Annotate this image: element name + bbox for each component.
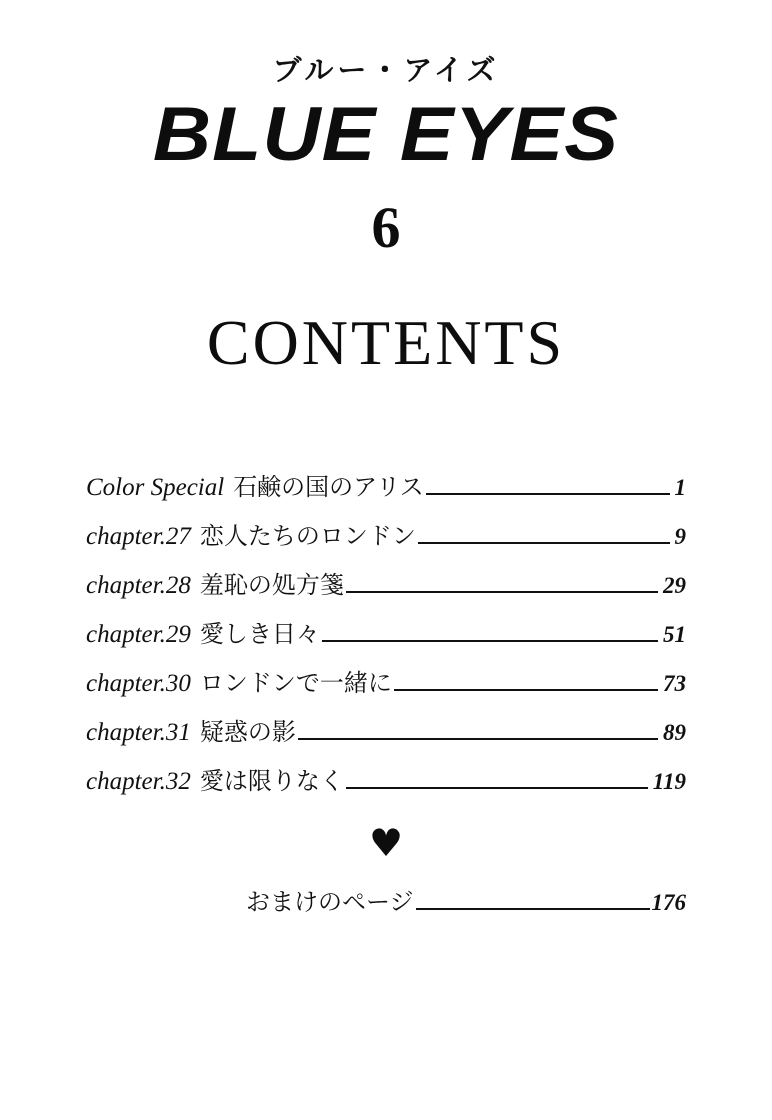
toc-entry-page: 1	[674, 474, 686, 500]
volume-number: 6	[371, 194, 401, 260]
toc-entry-label: chapter.28	[86, 571, 191, 599]
toc-entry-title: 愛しき日々	[199, 619, 320, 648]
toc-leader	[298, 739, 658, 740]
toc-entry-label: chapter.29	[86, 620, 191, 648]
page-title: BLUE EYES	[152, 92, 620, 177]
toc-leader	[426, 494, 670, 495]
toc-entry-label: chapter.32	[86, 767, 191, 795]
toc-entry-title: おまけのページ	[246, 887, 414, 916]
contents-heading: CONTENTS	[206, 306, 566, 378]
toc-entry-label: chapter.30	[86, 669, 191, 697]
toc-entry-title: 石鹸の国のアリス	[233, 472, 424, 501]
toc-entry-label: Color Special	[86, 473, 225, 501]
toc-leader	[418, 543, 670, 544]
toc-leader	[394, 690, 658, 691]
toc-entry-page: 51	[663, 621, 686, 647]
toc-entry-page: 29	[663, 572, 686, 598]
toc-leader	[322, 641, 658, 642]
toc-entry[interactable]	[86, 712, 686, 761]
toc-entry-title: 恋人たちのロンドン	[199, 521, 416, 550]
toc-entry[interactable]	[86, 761, 686, 810]
toc-leader	[416, 909, 650, 910]
toc-entry-page: 176	[651, 889, 686, 915]
table-of-contents	[86, 375, 686, 917]
toc-entry-page: 89	[663, 719, 686, 745]
toc-entry-page: 73	[663, 670, 686, 696]
toc-entry[interactable]	[86, 516, 686, 565]
toc-entry-bonus[interactable]	[86, 882, 686, 917]
toc-entry-title: ロンドンで一緒に	[199, 668, 392, 697]
heart-icon: ♥	[368, 820, 404, 865]
kana-title: ブルー・アイズ	[272, 53, 500, 87]
toc-entry-title: 疑惑の影	[199, 717, 296, 746]
toc-entry-title: 愛は限りなく	[199, 766, 344, 795]
toc-entry-page: 9	[674, 523, 686, 549]
title-block	[0, 0, 772, 378]
section-divider	[86, 820, 686, 865]
toc-entry-title: 羞恥の処方箋	[199, 570, 344, 599]
toc-leader	[346, 788, 648, 789]
toc-entry-label: chapter.27	[86, 522, 191, 550]
toc-entry[interactable]	[86, 614, 686, 663]
toc-leader	[346, 592, 658, 593]
toc-entry-label: chapter.31	[86, 718, 191, 746]
toc-entry[interactable]	[86, 565, 686, 614]
toc-entry[interactable]	[86, 663, 686, 712]
toc-entry-page: 119	[652, 768, 686, 794]
toc-entry[interactable]	[86, 467, 686, 516]
